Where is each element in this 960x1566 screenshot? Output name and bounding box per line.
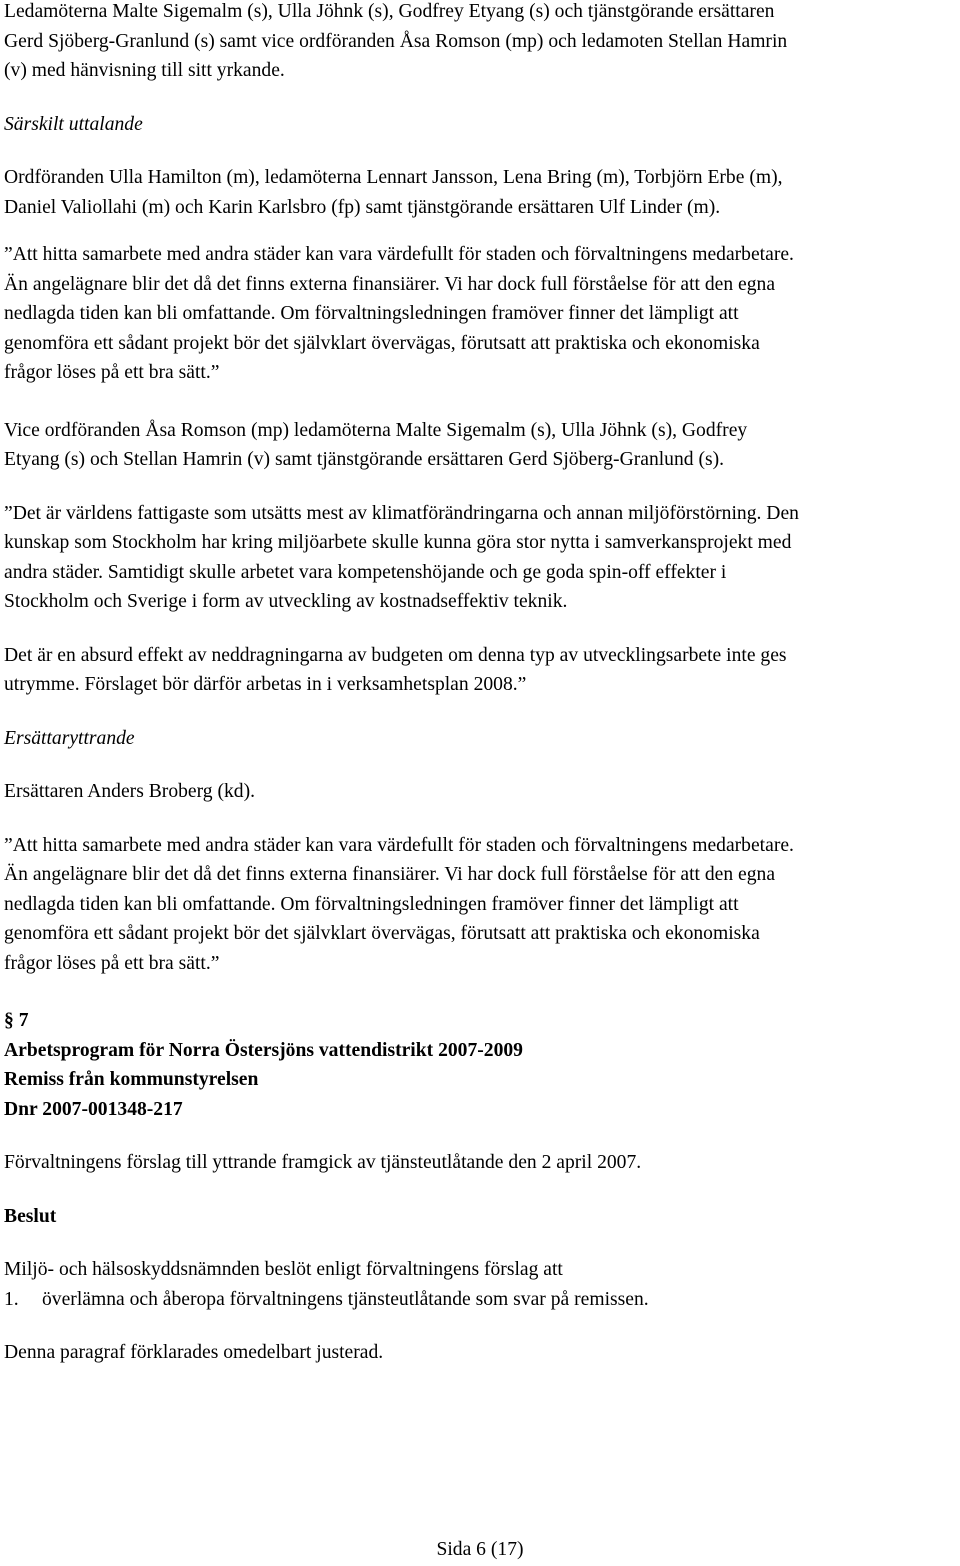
quote-fattigaste [4, 499, 956, 617]
quote-samarbete-1 [4, 240, 956, 388]
paragraph-justerad: Denna paragraf förklarades omedelbart justerad. [4, 1342, 384, 1363]
text-line: Ledamöterna Malte Sigemalm (s), Ulla Jöhnk (s), Godfrey Etyang (s) och tjänstgörande ersättaren [4, 1, 775, 22]
section-7 [4, 1006, 956, 1124]
list-item [4, 1285, 956, 1315]
paragraph-ledamoterna [4, 0, 956, 86]
paragraph-forslag: Förvaltningens förslag till yttrande framgick av tjänsteutlåtande den 2 april 2007. [4, 1152, 642, 1173]
page-number: Sida 6 (17) [436, 1539, 524, 1560]
text-line: genomföra ett sådant projekt bör det självklart övervägas, förutsatt att praktiska och ekonomiska [4, 923, 760, 944]
heading-beslut: Beslut [4, 1205, 57, 1227]
text-line: (v) med hänvisning till sitt yrkande. [4, 60, 285, 81]
section-number: § 7 [4, 1010, 29, 1031]
beslut-content [4, 1255, 956, 1314]
text-line: Än angelägnare blir det då det finns externa finansiärer. Vi har dock full förståelse för att den egna [4, 273, 776, 295]
text-line: Stockholm och Sverige i form av utveckling av kostnadseffektiv teknik. [4, 591, 568, 612]
list-number: 1. [4, 1288, 19, 1310]
text-line: ”Att hitta samarbete med andra städer kan vara värdefullt för staden och förvaltningens medarbetare. [4, 244, 794, 265]
text-line: frågor löses på ett bra sätt.” [4, 952, 220, 974]
text-line: Än angelägnare blir det då det finns externa finansiärer. Vi har dock full förståelse för att den egna [4, 864, 776, 885]
section-dnr: Dnr 2007-001348-217 [4, 1098, 183, 1120]
text-line: Ordföranden Ulla Hamilton (m), ledamöterna Lennart Jansson, Lena Bring (m), Torbjörn Erbe (m), [4, 167, 783, 188]
paragraph-vice-ordforanden [4, 416, 956, 475]
paragraph-absurd-effekt [4, 641, 956, 700]
text-line: Daniel Valiollahi (m) och Karin Karlsbro (fp) samt tjänstgörande ersättaren Ulf Linder (m). [4, 196, 721, 218]
paragraph-ersattaren: Ersättaren Anders Broberg (kd). [4, 781, 256, 802]
text-line: nedlagda tiden kan bli omfattande. Om förvaltningsledningen framöver finner det lämpligt att [4, 893, 739, 915]
list-text: överlämna och åberopa förvaltningens tjänsteutlåtande som svar på remissen. [42, 1288, 649, 1310]
text-line: Vice ordföranden Åsa Romson (mp) ledamöterna Malte Sigemalm (s), Ulla Jöhnk (s), Godfrey [4, 419, 748, 441]
page-footer [0, 1537, 960, 1563]
text-line: genomföra ett sådant projekt bör det självklart övervägas, förutsatt att praktiska och ekonomiska [4, 332, 760, 354]
section-title: Arbetsprogram för Norra Östersjöns vattendistrikt 2007-2009 [4, 1039, 523, 1061]
text-line: Etyang (s) och Stellan Hamrin (v) samt tjänstgörande ersättaren Gerd Sjöberg-Granlund (s). [4, 449, 725, 470]
section-subtitle: Remiss från kommunstyrelsen [4, 1069, 259, 1090]
text-line: utrymme. Förslaget bör därför arbetas in i verksamhetsplan 2008.” [4, 674, 527, 695]
text-line: frågor löses på ett bra sätt.” [4, 362, 220, 383]
text-line: andra städer. Samtidigt skulle arbetet vara kompetenshöjande och ge goda spin-off effekter i [4, 561, 727, 583]
quote-samarbete-2 [4, 831, 956, 979]
text-line: Gerd Sjöberg-Granlund (s) samt vice ordföranden Åsa Romson (mp) och ledamoten Stellan Hamrin [4, 30, 788, 52]
text-line: ”Det är världens fattigaste som utsätts mest av klimatförändringarna och annan miljöförstörning. Den [4, 502, 799, 524]
text-line: nedlagda tiden kan bli omfattande. Om förvaltningsledningen framöver finner det lämpligt att [4, 303, 739, 324]
beslut-intro: Miljö- och hälsoskyddsnämnden beslöt enligt förvaltningens förslag att [4, 1259, 563, 1280]
heading-sarskilt-uttalande: Särskilt uttalande [4, 113, 143, 135]
text-line: ”Att hitta samarbete med andra städer kan vara värdefullt för staden och förvaltningens medarbetare. [4, 834, 794, 856]
page-content [4, 0, 956, 1368]
heading-ersattaryttrande: Ersättaryttrande [4, 727, 135, 749]
text-line: kunskap som Stockholm har kring miljöarbete skulle kunna göra stor nytta i samverkansprojekt med [4, 532, 792, 553]
paragraph-ordforanden [4, 163, 956, 222]
text-line: Det är en absurd effekt av neddragningarna av budgeten om denna typ av utvecklingsarbete inte ges [4, 644, 787, 666]
